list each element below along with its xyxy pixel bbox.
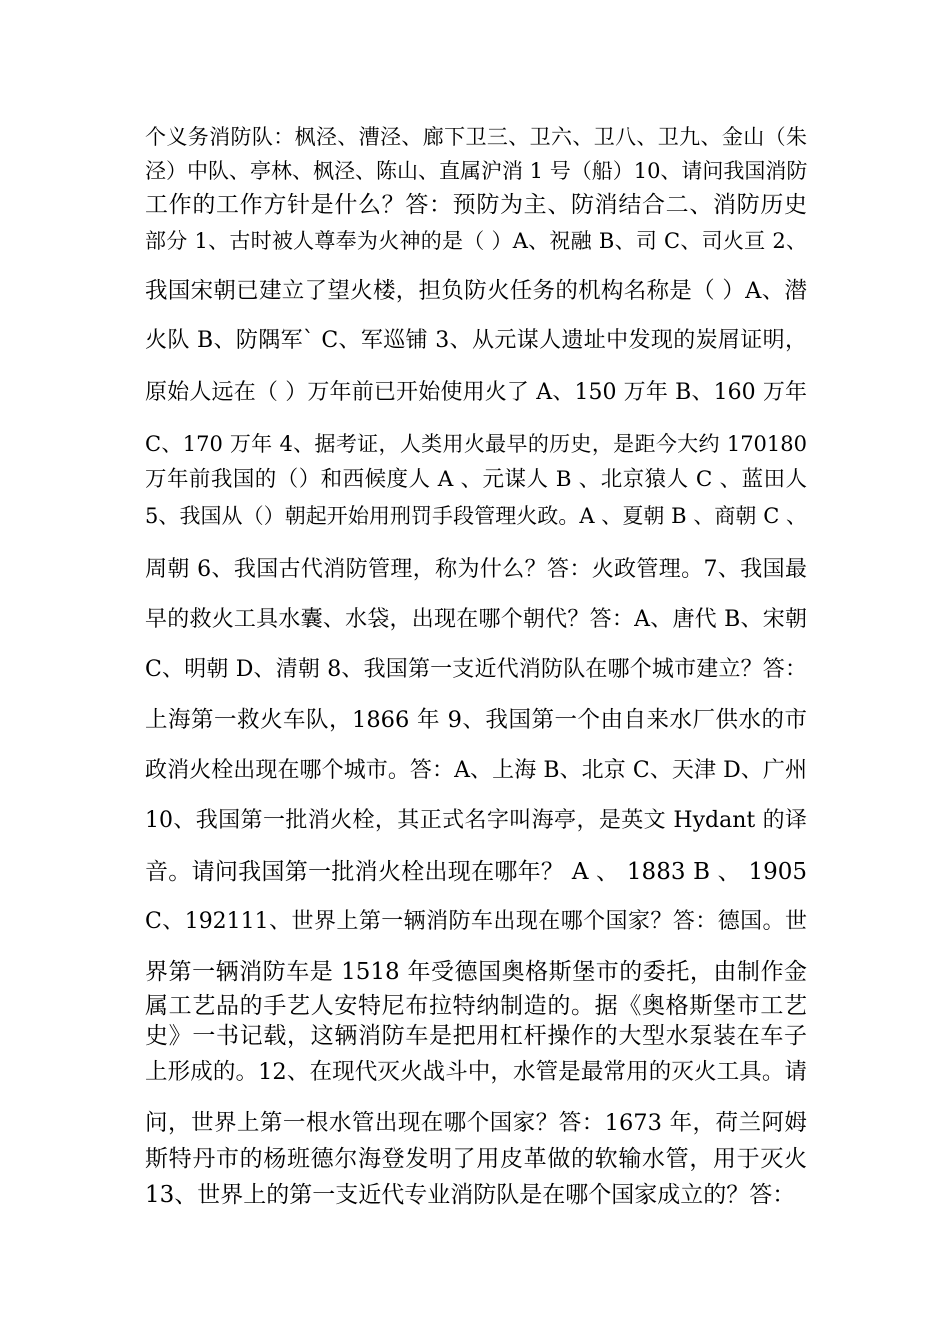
text-line: 13、世界上的第一支近代专业消防队是在哪个国家成立的？答： <box>145 1182 796 1208</box>
text-line: 工作的工作方针是什么？答：预防为主、防消结合二、消防历史 <box>145 192 807 218</box>
text-line: 属工艺品的手艺人安特尼布拉特纳制造的。据《奥格斯堡市工艺 <box>145 993 807 1019</box>
text-line: 上形成的。12、在现代灭火战斗中，水管是最常用的灭火工具。请 <box>145 1059 807 1085</box>
text-line: 问，世界上第一根水管出现在哪个国家？答：1673 年，荷兰阿姆 <box>145 1110 807 1136</box>
text-line: 上海第一救火车队，1866 年 9、我国第一个由自来水厂供水的市 <box>145 707 807 733</box>
text-line: 火队 B、防隅军` C、军巡铺 3、从元谋人遗址中发现的炭屑证明， <box>145 328 807 353</box>
text-line: 斯特丹市的杨班德尔海登发明了用皮革做的软输水管，用于灭火 <box>145 1146 807 1172</box>
text-line: C、192111、世界上第一辆消防车出现在哪个国家？答：德国。世 <box>145 909 807 934</box>
text-line: 我国宋朝已建立了望火楼，担负防火任务的机构名称是（ ）A、潜 <box>145 278 807 304</box>
text-line: 史》一书记载，这辆消防车是把用杠杆操作的大型水泵装在车子 <box>145 1023 807 1049</box>
text-line: 5、我国从（）朝起开始用刑罚手段管理火政。A 、夏朝 B 、商朝 C 、 <box>145 504 807 528</box>
text-line: 周朝 6、我国古代消防管理，称为什么？答：火政管理。7、我国最 <box>145 557 807 582</box>
text-line: C、明朝 D、清朝 8、我国第一支近代消防队在哪个城市建立？答： <box>145 657 807 682</box>
text-line: 原始人远在（ ）万年前已开始使用火了 A、150 万年 B、160 万年 <box>145 380 807 405</box>
text-line: 泾）中队、亭林、枫泾、陈山、直属沪消 1 号（船）10、请问我国消防 <box>145 159 808 183</box>
text-line: 10、我国第一批消火栓，其正式名字叫海亭，是英文 Hydant 的译 <box>145 808 807 833</box>
text-line: C、170 万年 4、据考证，人类用火最早的历史，是距今大约 170180 <box>145 432 807 456</box>
text-line: 政消火栓出现在哪个城市。答：A、上海 B、北京 C、天津 D、广州 <box>145 758 807 783</box>
text-line: 界第一辆消防车是 1518 年受德国奥格斯堡市的委托，由制作金 <box>145 959 807 985</box>
text-line: 万年前我国的（）和西候度人 A 、元谋人 B 、北京猿人 C 、蓝田人 <box>145 467 807 492</box>
text-line: 音。请问我国第一批消火栓出现在哪年？ A 、 1883 B 、 1905 <box>145 859 807 885</box>
text-line: 早的救火工具水囊、水袋，出现在哪个朝代？答：A、唐代 B、宋朝 <box>145 607 807 632</box>
text-line: 部分 1、古时被人尊奉为火神的是（ ）A、祝融 B、司 C、司火亘 2、 <box>145 229 807 253</box>
text-line: 个义务消防队：枫泾、漕泾、廊下卫三、卫六、卫八、卫九、金山（朱 <box>145 125 807 149</box>
